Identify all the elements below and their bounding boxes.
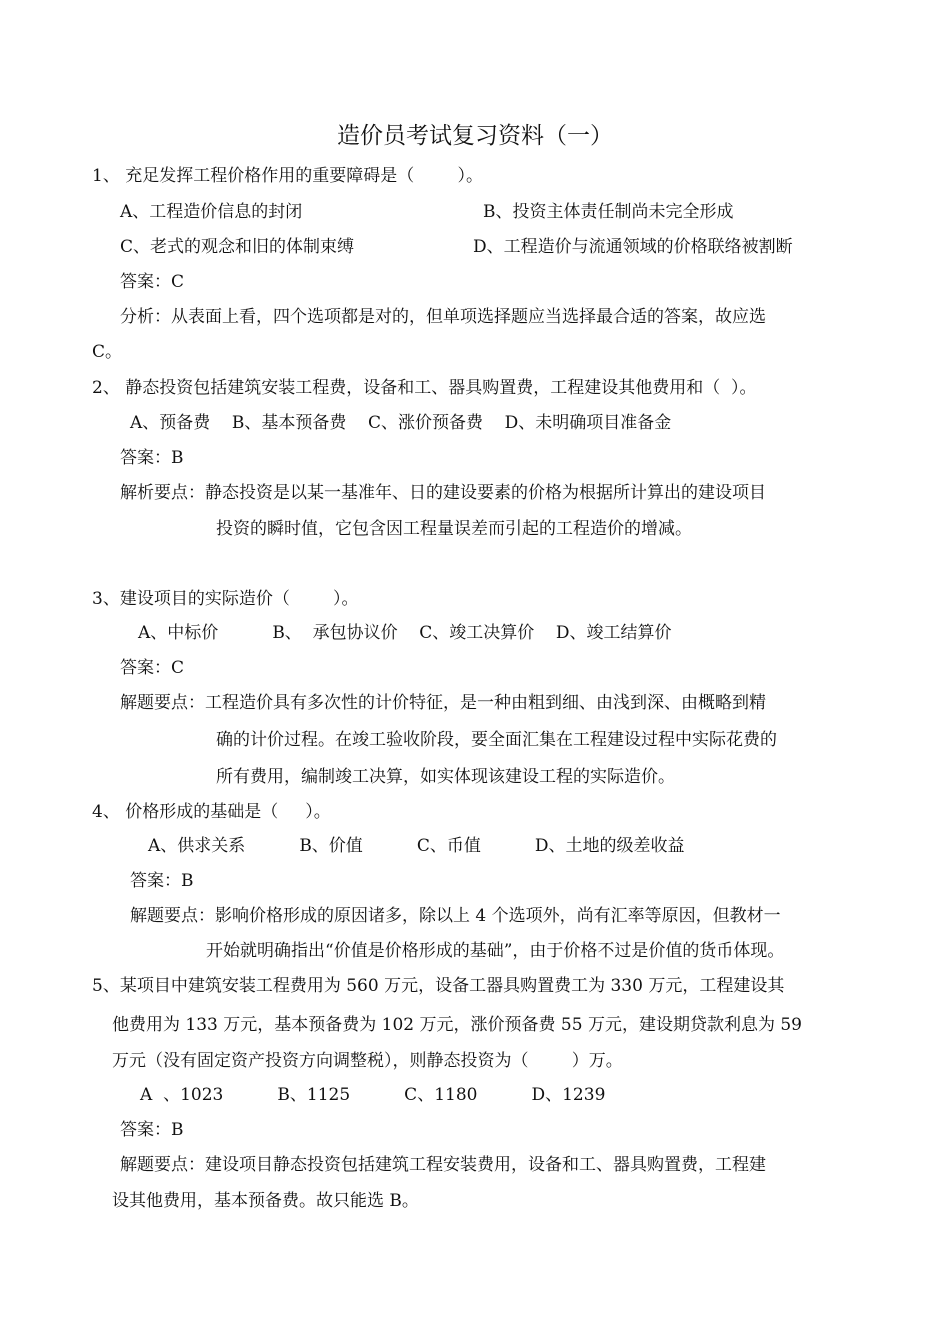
question-5-answer: 答案：B <box>120 1120 184 1140</box>
question-2-stem: 2、 静态投资包括建筑安装工程费，设备和工、器具购置费，工程建设其他费用和（ ）。 <box>92 378 757 398</box>
question-5-analysis-line-2: 设其他费用，基本预备费。故只能选 B。 <box>112 1191 419 1211</box>
question-5-stem-line-1: 5、某项目中建筑安装工程费用为 560 万元，设备工器具购置费工为 330 万元，工程建设其 <box>92 976 785 996</box>
question-3-analysis-line-3: 所有费用，编制竣工决算，如实体现该建设工程的实际造价。 <box>216 767 675 787</box>
question-1-analysis-line-2: C。 <box>92 342 123 362</box>
question-2-analysis-line-2: 投资的瞬时值，它包含因工程量误差而引起的工程造价的增减。 <box>216 519 692 539</box>
document-title: 造价员考试复习资料（一） <box>337 123 613 149</box>
question-4-stem: 4、 价格形成的基础是（ ）。 <box>92 802 331 822</box>
question-4-analysis-line-1: 解题要点：影响价格形成的原因诸多，除以上 4 个选项外，尚有汇率等原因，但教材一 <box>130 906 781 926</box>
question-4-options: A、供求关系 B、价值 C、币值 D、土地的级差收益 <box>148 836 685 856</box>
question-1-analysis-line-1: 分析：从表面上看，四个选项都是对的，但单项选择题应当选择最合适的答案，故应选 <box>120 307 766 327</box>
question-3-stem: 3、建设项目的实际造价（ ）。 <box>92 589 359 609</box>
question-1-answer: 答案：C <box>120 272 185 292</box>
question-1-option-c: C、老式的观念和旧的体制束缚 <box>120 237 355 257</box>
question-5-stem-line-2: 他费用为 133 万元，基本预备费为 102 万元，涨价预备费 55 万元，建设期贷款利息为 59 <box>112 1015 802 1035</box>
question-1-stem: 1、 充足发挥工程价格作用的重要障碍是（ ）。 <box>92 166 483 186</box>
question-4-answer: 答案：B <box>130 871 194 891</box>
question-3-analysis-line-2: 确的计价过程。在竣工验收阶段，要全面汇集在工程建设过程中实际花费的 <box>216 730 777 750</box>
question-1-option-d: D、工程造价与流通领域的价格联络被割断 <box>473 237 793 257</box>
question-5-stem-line-3: 万元（没有固定资产投资方向调整税），则静态投资为（ ）万。 <box>112 1051 623 1071</box>
question-1-option-a: A、工程造价信息的封闭 <box>120 202 303 222</box>
question-5-analysis-line-1: 解题要点：建设项目静态投资包括建筑工程安装费用，设备和工、器具购置费，工程建 <box>120 1155 766 1175</box>
question-3-answer: 答案：C <box>120 658 185 678</box>
question-1-option-b: B、投资主体责任制尚未完全形成 <box>483 202 734 222</box>
question-2-analysis-line-1: 解析要点：静态投资是以某一基准年、日的建设要素的价格为根据所计算出的建设项目 <box>120 483 766 503</box>
question-3-options: A、中标价 B、 承包协议价 C、竣工决算价 D、竣工结算价 <box>138 623 672 643</box>
question-2-options: A、预备费 B、基本预备费 C、涨价预备费 D、未明确项目准备金 <box>130 413 672 433</box>
question-5-options: A 、1023 B、1125 C、1180 D、1239 <box>140 1085 606 1105</box>
question-4-analysis-line-2: 开始就明确指出“价值是价格形成的基础”，由于价格不过是价值的货币体现。 <box>206 941 785 961</box>
question-3-analysis-line-1: 解题要点：工程造价具有多次性的计价特征，是一种由粗到细、由浅到深、由概略到精 <box>120 693 766 713</box>
question-2-answer: 答案：B <box>120 448 184 468</box>
